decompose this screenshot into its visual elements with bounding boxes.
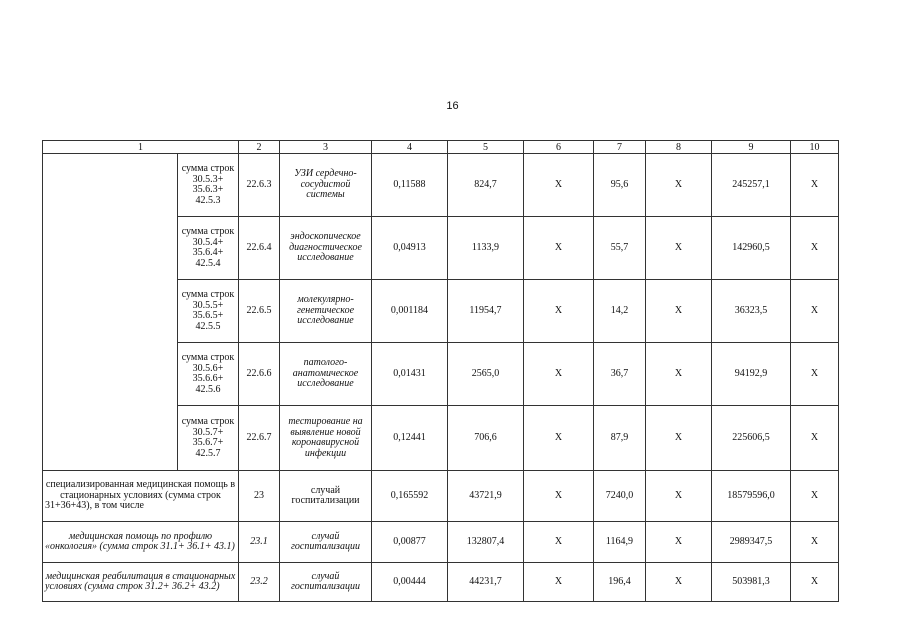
unit-cell: случай госпитализации [280, 522, 372, 563]
value-cell: X [524, 154, 594, 217]
value-cell: 824,7 [448, 154, 524, 217]
value-cell: 43721,9 [448, 471, 524, 522]
code-cell: 23 [239, 471, 280, 522]
header-cell: 5 [448, 141, 524, 154]
value-cell: 0,001184 [372, 280, 448, 343]
value-cell: 18579596,0 [712, 471, 791, 522]
header-row [43, 141, 839, 154]
sum-cell: сумма строк 30.5.3+ 35.6.3+ 42.5.3 [178, 154, 239, 217]
header-cell: 10 [791, 141, 839, 154]
header-cell: 3 [280, 141, 372, 154]
code-cell: 22.6.4 [239, 217, 280, 280]
value-cell: 0,01431 [372, 343, 448, 406]
value-cell: X [524, 522, 594, 563]
code-cell: 22.6.3 [239, 154, 280, 217]
row-name-cell: специализированная медицинская помощь в стационарных условиях (сумма строк 31+36+43), в том числе [43, 471, 239, 522]
value-cell: 36,7 [594, 343, 646, 406]
value-cell: X [791, 217, 839, 280]
header-cell: 6 [524, 141, 594, 154]
unit-cell: УЗИ сердечно-сосудистой системы [280, 154, 372, 217]
value-cell: 87,9 [594, 406, 646, 471]
value-cell: X [646, 343, 712, 406]
value-cell: X [646, 563, 712, 602]
value-cell: 706,6 [448, 406, 524, 471]
header-cell: 8 [646, 141, 712, 154]
header-cell: 7 [594, 141, 646, 154]
sum-cell: сумма строк 30.5.4+ 35.6.4+ 42.5.4 [178, 217, 239, 280]
row-name-cell: медицинская реабилитация в стационарных условиях (сумма строк 31.2+ 36.2+ 43.2) [43, 563, 239, 602]
value-cell: 503981,3 [712, 563, 791, 602]
value-cell: 2565,0 [448, 343, 524, 406]
value-cell: 55,7 [594, 217, 646, 280]
value-cell: X [791, 343, 839, 406]
empty-name-cell [43, 154, 178, 471]
value-cell: 225606,5 [712, 406, 791, 471]
data-table [42, 140, 839, 602]
value-cell: X [791, 471, 839, 522]
sum-cell: сумма строк 30.5.5+ 35.6.5+ 42.5.5 [178, 280, 239, 343]
value-cell: 245257,1 [712, 154, 791, 217]
value-cell: 36323,5 [712, 280, 791, 343]
value-cell: 0,11588 [372, 154, 448, 217]
value-cell: 0,04913 [372, 217, 448, 280]
value-cell: 44231,7 [448, 563, 524, 602]
value-cell: X [524, 217, 594, 280]
value-cell: X [646, 217, 712, 280]
value-cell: X [646, 280, 712, 343]
unit-cell: патолого-анатомическое исследование [280, 343, 372, 406]
header-cell: 9 [712, 141, 791, 154]
value-cell: 94192,9 [712, 343, 791, 406]
unit-cell: случай госпитализации [280, 471, 372, 522]
sum-cell: сумма строк 30.5.7+ 35.6.7+ 42.5.7 [178, 406, 239, 471]
value-cell: X [791, 154, 839, 217]
table-row [43, 154, 839, 217]
header-cell: 1 [43, 141, 239, 154]
unit-cell: эндоскопическое диагностическое исследование [280, 217, 372, 280]
value-cell: X [524, 471, 594, 522]
value-cell: 0,00444 [372, 563, 448, 602]
sum-cell: сумма строк 30.5.6+ 35.6.6+ 42.5.6 [178, 343, 239, 406]
unit-cell: молекулярно-генетическое исследование [280, 280, 372, 343]
value-cell: 132807,4 [448, 522, 524, 563]
value-cell: 196,4 [594, 563, 646, 602]
value-cell: X [646, 522, 712, 563]
table-row [43, 522, 839, 563]
value-cell: 14,2 [594, 280, 646, 343]
code-cell: 23.1 [239, 522, 280, 563]
value-cell: X [646, 154, 712, 217]
code-cell: 22.6.5 [239, 280, 280, 343]
value-cell: X [524, 343, 594, 406]
unit-cell: тестирование на выявление новой коронавирусной инфекции [280, 406, 372, 471]
value-cell: 7240,0 [594, 471, 646, 522]
value-cell: X [791, 522, 839, 563]
table-row [43, 563, 839, 602]
value-cell: 142960,5 [712, 217, 791, 280]
value-cell: 0,00877 [372, 522, 448, 563]
page-number: 16 [446, 100, 459, 112]
unit-cell: случай госпитализации [280, 563, 372, 602]
value-cell: 2989347,5 [712, 522, 791, 563]
value-cell: X [646, 471, 712, 522]
value-cell: X [524, 280, 594, 343]
value-cell: 1164,9 [594, 522, 646, 563]
row-name-cell: медицинская помощь по профилю «онкология» (сумма строк 31.1+ 36.1+ 43.1) [43, 522, 239, 563]
value-cell: 0,12441 [372, 406, 448, 471]
value-cell: 0,165592 [372, 471, 448, 522]
value-cell: X [646, 406, 712, 471]
header-cell: 4 [372, 141, 448, 154]
code-cell: 22.6.7 [239, 406, 280, 471]
value-cell: 11954,7 [448, 280, 524, 343]
code-cell: 22.6.6 [239, 343, 280, 406]
value-cell: X [791, 280, 839, 343]
value-cell: X [791, 563, 839, 602]
code-cell: 23.2 [239, 563, 280, 602]
value-cell: X [524, 406, 594, 471]
table-row [43, 471, 839, 522]
value-cell: 1133,9 [448, 217, 524, 280]
value-cell: X [791, 406, 839, 471]
header-cell: 2 [239, 141, 280, 154]
value-cell: 95,6 [594, 154, 646, 217]
value-cell: X [524, 563, 594, 602]
